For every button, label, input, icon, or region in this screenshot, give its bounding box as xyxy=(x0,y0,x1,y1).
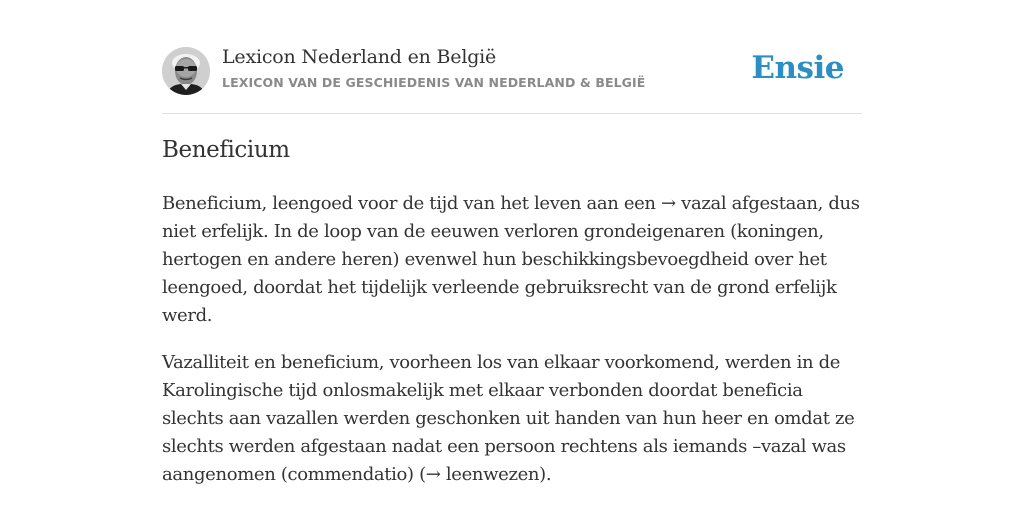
source-header xyxy=(162,46,862,96)
author-portrait-icon xyxy=(162,47,210,95)
source-subtitle: LEXICON VAN DE GESCHIEDENIS VAN NEDERLAND & BELGIË xyxy=(222,75,646,90)
source-title[interactable]: Lexicon Nederland en België xyxy=(222,46,497,68)
ensie-logo-link[interactable]: Ensie xyxy=(751,50,844,86)
author-avatar[interactable] xyxy=(162,47,210,95)
header-divider xyxy=(162,113,862,114)
article-paragraph: Vazalliteit en beneficium, voorheen los van elkaar voorkomend, werden in de Karolingische tijd onlosmakelijk met elkaar verbonden doordat beneficia slechts aan vazallen werden geschonken uit handen van hun heer en omdat ze slechts werden afgestaan nadat een persoon rechtens als iemands –vazal was aangenomen (commendatio) (→ leenwezen). xyxy=(162,352,855,485)
article-body xyxy=(162,190,862,508)
article-title: Beneficium xyxy=(162,137,290,163)
article-paragraph: Beneficium, leengoed voor de tijd van het leven aan een → vazal afgestaan, dus niet erfelijk. In de loop van de eeuwen verloren grondeigenaren (koningen, hertogen en andere heren) evenwel hun beschikkingsbevoegdheid over het leengoed, doordat het tijdelijk verleende gebruiksrecht van de grond erfelijk werd. xyxy=(162,193,860,326)
